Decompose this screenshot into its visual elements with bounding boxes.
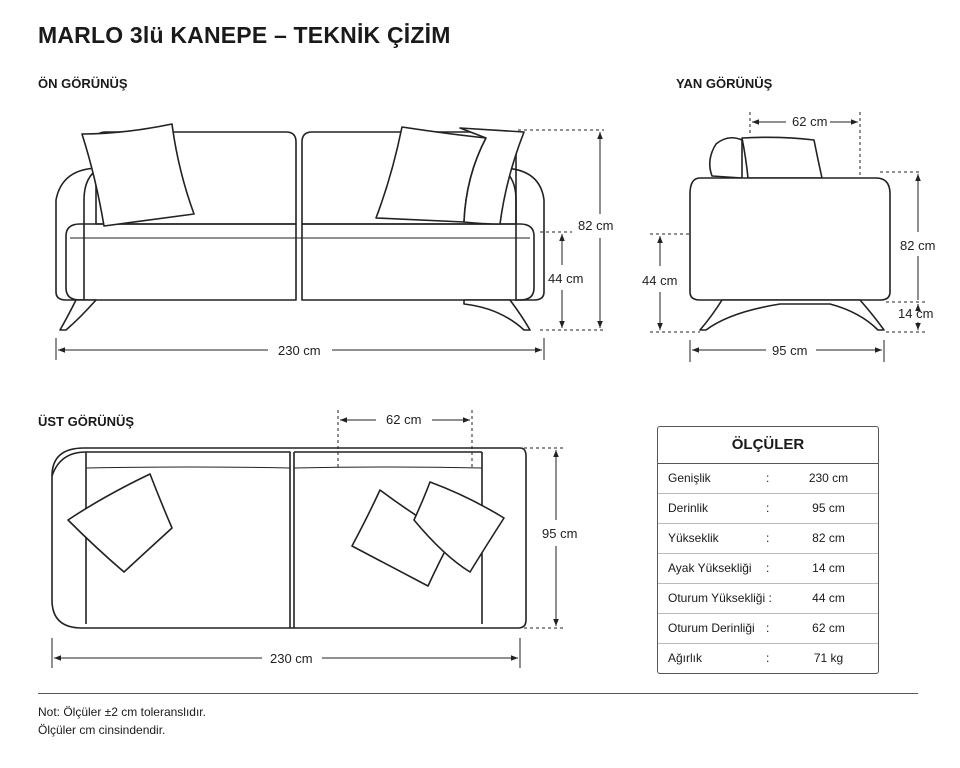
- spec-colon: :: [766, 531, 770, 545]
- front-view-drawing: [56, 124, 544, 330]
- spec-row: [658, 614, 878, 644]
- spec-label: Ayak Yüksekliği: [668, 561, 752, 575]
- spec-value: 62 cm: [812, 621, 845, 635]
- unit-note: Ölçüler cm cinsindendir.: [38, 723, 166, 737]
- spec-label: Genişlik: [668, 471, 711, 485]
- side-view-label: YAN GÖRÜNÜŞ: [676, 76, 773, 91]
- spec-value: 44 cm: [812, 591, 845, 605]
- seat-cushion-left: [66, 224, 296, 300]
- side-seat-height-label: 44 cm: [642, 273, 678, 288]
- spec-label: Derinlik: [668, 501, 709, 515]
- spec-colon: :: [766, 651, 770, 665]
- top-width-label: 230 cm: [270, 651, 313, 666]
- front-height-label: 82 cm: [578, 218, 614, 233]
- spec-colon: :: [766, 621, 770, 635]
- spec-colon: :: [766, 501, 770, 515]
- top-view-drawing: [52, 448, 526, 628]
- front-view-label: ÖN GÖRÜNÜŞ: [38, 76, 128, 91]
- spec-row: [658, 524, 878, 554]
- spec-label: Oturum Derinliği: [668, 621, 755, 635]
- specs-title: ÖLÇÜLER: [658, 427, 878, 464]
- side-leg-height-label: 14 cm: [898, 306, 934, 321]
- arm-left: [56, 168, 100, 300]
- spec-value: 14 cm: [812, 561, 845, 575]
- side-height-label: 82 cm: [900, 238, 936, 253]
- spec-value: 82 cm: [812, 531, 845, 545]
- tolerance-note: Not: Ölçüler ±2 cm toleranslıdır.: [38, 705, 206, 719]
- footer-divider: [38, 693, 918, 694]
- side-body: [690, 178, 890, 300]
- side-seat-depth-label: 62 cm: [792, 114, 828, 129]
- side-depth-label: 95 cm: [772, 343, 808, 358]
- spec-label: Yükseklik: [668, 531, 719, 545]
- spec-row: [658, 494, 878, 524]
- side-legs: [700, 300, 884, 330]
- leg-left: [60, 300, 96, 330]
- side-pillow: [742, 137, 822, 178]
- top-pillow-left: [68, 474, 172, 572]
- side-back-cushion: [710, 138, 742, 178]
- top-view-label: ÜST GÖRÜNÜŞ: [38, 414, 135, 429]
- top-seat-depth-label: 62 cm: [386, 412, 422, 427]
- page-title: MARLO 3lü KANEPE – TEKNİK ÇİZİM: [38, 22, 451, 48]
- pillow-left: [82, 124, 194, 226]
- spec-value: 230 cm: [808, 471, 849, 485]
- spec-label: Ağırlık: [668, 651, 703, 665]
- seat-cushion-right: [302, 224, 534, 300]
- specs-table: [657, 426, 879, 674]
- spec-row: [658, 644, 878, 673]
- front-width-label: 230 cm: [278, 343, 321, 358]
- spec-label: Oturum Yüksekliği :: [668, 591, 772, 605]
- spec-row: [658, 464, 878, 494]
- spec-colon: :: [766, 561, 770, 575]
- top-depth-label: 95 cm: [542, 526, 578, 541]
- spec-row: [658, 554, 878, 584]
- leg-right: [464, 300, 530, 330]
- front-seat-height-label: 44 cm: [548, 271, 584, 286]
- spec-value: 95 cm: [812, 501, 845, 515]
- spec-colon: :: [766, 471, 770, 485]
- spec-row: [658, 584, 878, 614]
- spec-value: 71 kg: [813, 651, 844, 665]
